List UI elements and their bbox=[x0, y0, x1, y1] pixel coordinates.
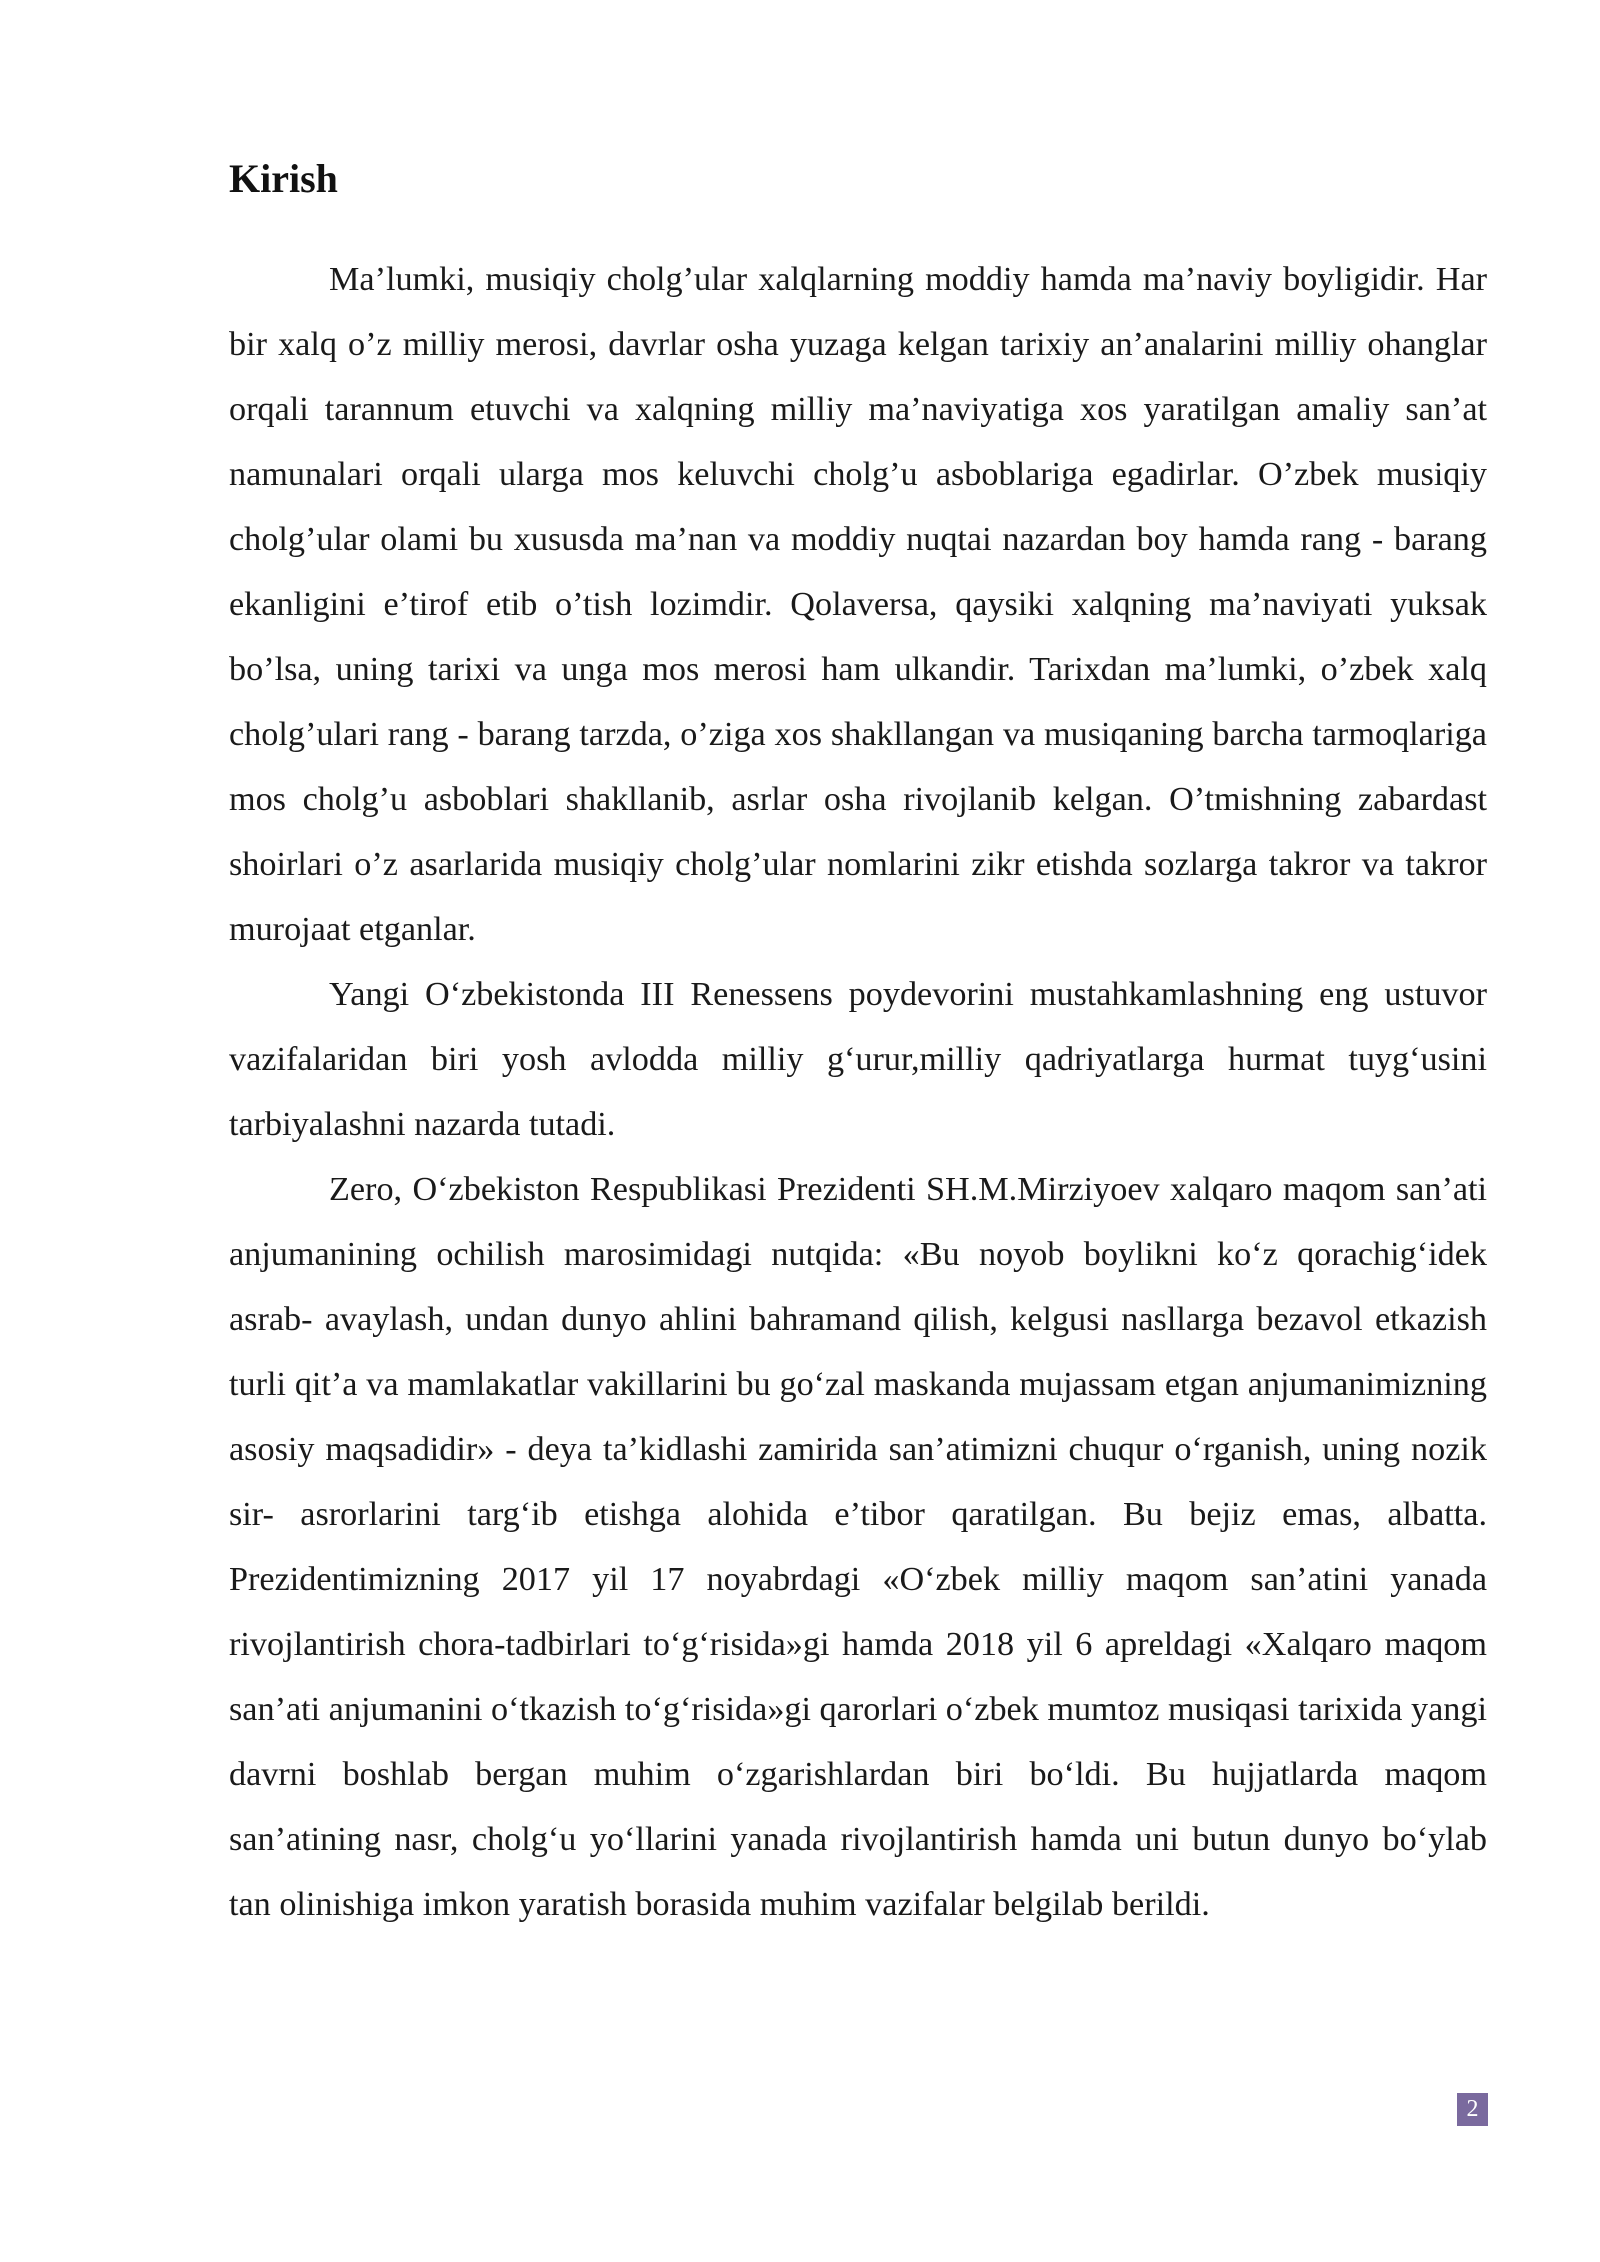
body-text bbox=[229, 247, 1487, 1937]
paragraph-1: Ma’lumki, musiqiy cholg’ular xalqlarning moddiy hamda ma’naviy boyligidir. Har bir xalq o’z milliy merosi, davrlar osha yuzaga kelgan tarixiy an’analarini milliy ohanglar orqali tarannum etuvchi va xalqning milliy ma’naviyatiga xos yaratilgan amaliy san’at namunalari orqali ularga mos keluvchi cholg’u asboblariga egadirlar. O’zbek musiqiy cholg’ular olami bu xususda ma’nan va moddiy nuqtai nazardan boy hamda rang - barang ekanligini e’tirof etib o’tish lozimdir. Qolaversa, qaysiki xalqning ma’naviyati yuksak bo’lsa, uning tarixi va unga mos merosi ham ulkandir. Tarixdan ma’lumki, o’zbek xalq cholg’ulari rang - barang tarzda, o’ziga xos shakllangan va musiqaning barcha tarmoqlariga mos cholg’u asboblari shakllanib, asrlar osha rivojlanib kelgan. O’tmishning zabardast shoirlari o’z asarlarida musiqiy cholg’ular nomlarini zikr etishda sozlarga takror va takror murojaat etganlar. bbox=[229, 261, 1487, 948]
section-heading: Kirish bbox=[229, 156, 338, 201]
paragraph-2: Yangi O‘zbekistonda III Renessens poydevorini mustahkamlashning eng ustuvor vazifalaridan biri yosh avlodda milliy g‘urur,milliy qadriyatlarga hurmat tuyg‘usini tarbiyalashni nazarda tutadi. bbox=[229, 976, 1487, 1143]
page-number-badge: 2 bbox=[1457, 2093, 1488, 2126]
paragraph-3: Zero, O‘zbekiston Respublikasi Prezidenti SH.M.Mirziyoev xalqaro maqom san’ati anjumanining ochilish marosimidagi nutqida: «Bu noyob boylikni ko‘z qorachig‘idek asrab- avaylash, undan dunyo ahlini bahramand qilish, kelgusi nasllarga bezavol etkazish turli qit’a va mamlakatlar vakillarini bu go‘zal maskanda mujassam etgan anjumanimizning asosiy maqsadidir» - deya ta’kidlashi zamirida san’atimizni chuqur o‘rganish, uning nozik sir- asrorlarini targ‘ib etishga alohida e’tibor qaratilgan. Bu bejiz emas, albatta. Prezidentimizning 2017 yil 17 noyabrdagi «O‘zbek milliy maqom san’atini yanada rivojlantirish chora-tadbirlari to‘g‘risida»gi hamda 2018 yil 6 apreldagi «Xalqaro maqom san’ati anjumanini o‘tkazish to‘g‘risida»gi qarorlari o‘zbek mumtoz musiqasi tarixida yangi davrni boshlab bergan muhim o‘zgarishlardan biri bo‘ldi. Bu hujjatlarda maqom san’atining nasr, cholg‘u yo‘llarini yanada rivojlantirish hamda uni butun dunyo bo‘ylab tan olinishiga imkon yaratish borasida muhim vazifalar belgilab berildi. bbox=[229, 1171, 1487, 1923]
